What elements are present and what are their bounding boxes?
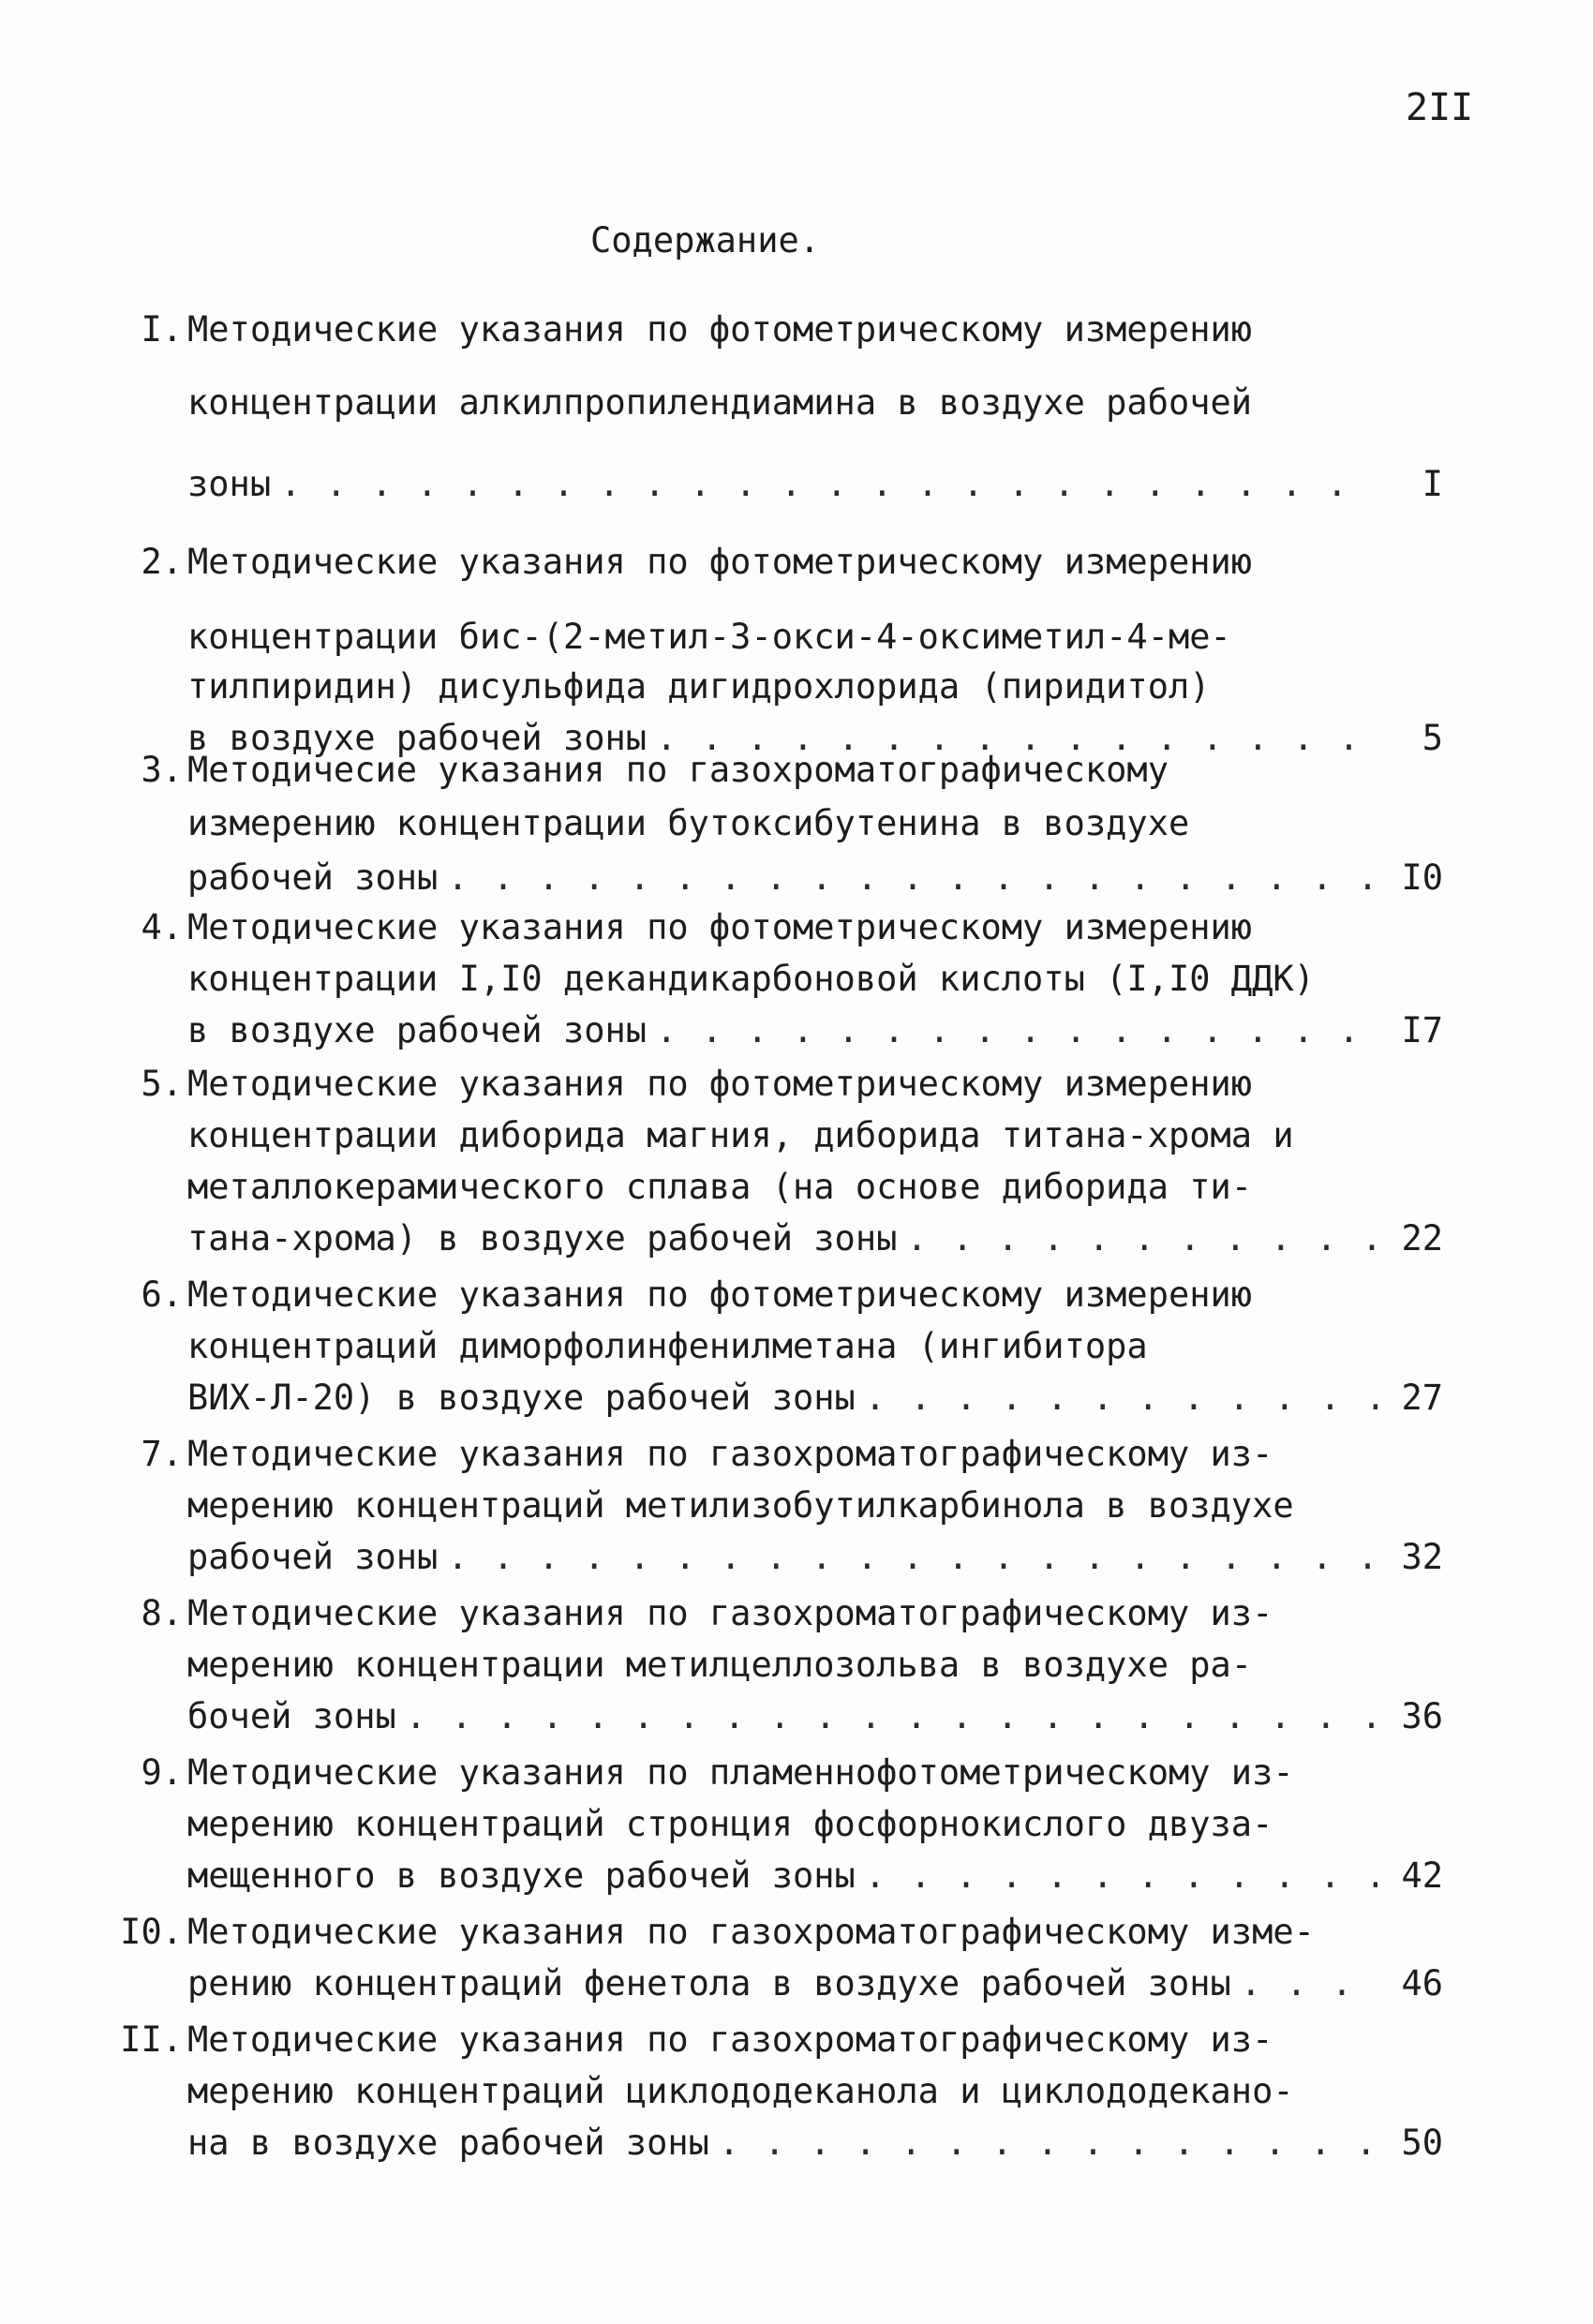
dot-leader [447, 857, 1377, 898]
toc-entry-text-line: Методические указания по газохроматографическому из- [187, 2019, 1273, 2060]
toc-entry-text-line: рабочей зоны [187, 857, 439, 898]
toc-entry-text-line: мещенного в воздухе рабочей зоны [187, 1855, 856, 1896]
toc-entry-last-line [187, 1696, 1443, 1736]
toc-entry-last-line [187, 1855, 1443, 1896]
toc-entry-last-line [187, 1378, 1443, 1418]
toc-entry-text-line: тана-хрома) в воздухе рабочей зоны [187, 1218, 898, 1259]
toc-entry-number: 9. [141, 1752, 183, 1793]
dot-leader [906, 1218, 1377, 1259]
toc-page-ref: 22 [1401, 1218, 1443, 1259]
toc-entry-text-line: металлокерамического сплава (на основе диборида ти- [187, 1167, 1253, 1207]
toc-entry-text-line: Методические указания по газохроматографическому из- [187, 1593, 1273, 1633]
toc-entry-text-line: мерению концентрации метилцеллозольва в воздухе ра- [187, 1645, 1253, 1685]
toc-entry-last-line [187, 2123, 1443, 2163]
toc-entry-text-line: Методические указания по фотометрическому измерению [187, 907, 1253, 947]
toc-entry-text-line: концентрации алкилпропилендиамина в воздухе рабочей [187, 382, 1253, 423]
toc-entry-text-line: мерению концентраций стронция фосфорнокислого двуза- [187, 1804, 1273, 1844]
toc-entry-text-line: мерению концентраций циклододеканола и циклододекано- [187, 2071, 1294, 2111]
toc-entry-number: 5. [141, 1064, 183, 1104]
toc-page-ref: I7 [1401, 1010, 1443, 1050]
toc-entry-text-line: Методические указания по газохроматографическому изме- [187, 1912, 1315, 1952]
toc-entry-text-line: Методические указания по фотометрическому измерению [187, 1064, 1253, 1104]
toc-entry-text-line: рению концентраций фенетола в воздухе рабочей зоны [187, 1963, 1231, 2004]
toc-page-ref: 50 [1401, 2123, 1443, 2163]
toc-entry-text-line: в воздухе рабочей зоны [187, 718, 648, 758]
toc-entry-text-line: концентрации бис-(2-метил-3-окси-4-оксиметил-4-ме- [187, 617, 1231, 657]
toc-entry-text-line: концентраций диморфолинфенилметана (ингибитора [187, 1326, 1148, 1366]
dot-leader [447, 1537, 1377, 1577]
toc-page-ref: 32 [1401, 1537, 1443, 1577]
toc-page-ref: 46 [1401, 1963, 1443, 2004]
toc-page-ref: I [1422, 464, 1443, 504]
dot-leader [406, 1696, 1377, 1736]
toc-entry-text-line: измерению концентрации бутоксибутенина в воздухе [187, 803, 1190, 843]
toc-entry-last-line [187, 1218, 1443, 1259]
toc-entry-number: 4. [141, 907, 183, 947]
dot-leader [719, 2123, 1377, 2163]
dot-leader [1241, 1963, 1377, 2004]
page-title: Содержание. [590, 220, 821, 261]
toc-entry-text-line: Методические указания по фотометрическому измерению [187, 309, 1253, 350]
toc-entry-text-line: бочей зоны [187, 1696, 396, 1736]
toc-entry-text-line: мерению концентраций метилизобутилкарбинола в воздухе [187, 1485, 1294, 1526]
toc-entry-number: I0. [120, 1912, 183, 1952]
toc-entry-text-line: Методические указания по фотометрическому измерению [187, 542, 1253, 582]
toc-entry-text-line: на в воздухе рабочей зоны [187, 2123, 709, 2163]
dot-leader [865, 1855, 1377, 1896]
toc-entry-number: I. [141, 309, 183, 350]
toc-entry-text-line: в воздухе рабочей зоны [187, 1010, 648, 1050]
toc-entry-text-line: концентрации диборида магния, диборида титана-хрома и [187, 1115, 1294, 1155]
toc-page-ref: I0 [1401, 857, 1443, 898]
toc-page-ref: 42 [1401, 1855, 1443, 1896]
toc-entry-number: 8. [141, 1593, 183, 1633]
toc-entry-number: 2. [141, 542, 183, 582]
toc-page-ref: 36 [1401, 1696, 1443, 1736]
toc-entry-number: 7. [141, 1434, 183, 1474]
toc-entry-number: II. [120, 2019, 183, 2060]
dot-leader [280, 464, 1377, 504]
toc-entry-last-line [187, 464, 1443, 504]
page-number: 2II [1406, 86, 1474, 129]
dot-leader [865, 1378, 1377, 1418]
toc-entry-text-line: зоны [187, 464, 272, 504]
toc-entry-text-line: тилпиридин) дисульфида дигидрохлорида (пиридитол) [187, 666, 1211, 707]
toc-entry-last-line [187, 1537, 1443, 1577]
toc-entry-number: 3. [141, 750, 183, 790]
toc-entry-text-line: Методические указания по газохроматографическому из- [187, 1434, 1273, 1474]
toc-entry-last-line [187, 1010, 1443, 1050]
toc-entry-text-line: рабочей зоны [187, 1537, 439, 1577]
toc-entry-last-line [187, 857, 1443, 898]
toc-entry-text-line: ВИХ-Л-20) в воздухе рабочей зоны [187, 1378, 856, 1418]
toc-page-ref: 27 [1401, 1378, 1443, 1418]
toc-entry-text-line: концентрации I,I0 декандикарбоновой кислоты (I,I0 ДДК) [187, 959, 1315, 999]
toc-entry-last-line [187, 1963, 1443, 2004]
dot-leader [656, 1010, 1377, 1050]
toc-entry-text-line: Методические указания по пламеннофотометрическому из- [187, 1752, 1294, 1793]
toc-entry-text-line: Методические указания по фотометрическому измерению [187, 1274, 1253, 1315]
toc-entry-number: 6. [141, 1274, 183, 1315]
toc-entry-text-line: Методичесие указания по газохроматографическому [187, 750, 1169, 790]
toc-page-ref: 5 [1422, 718, 1443, 758]
